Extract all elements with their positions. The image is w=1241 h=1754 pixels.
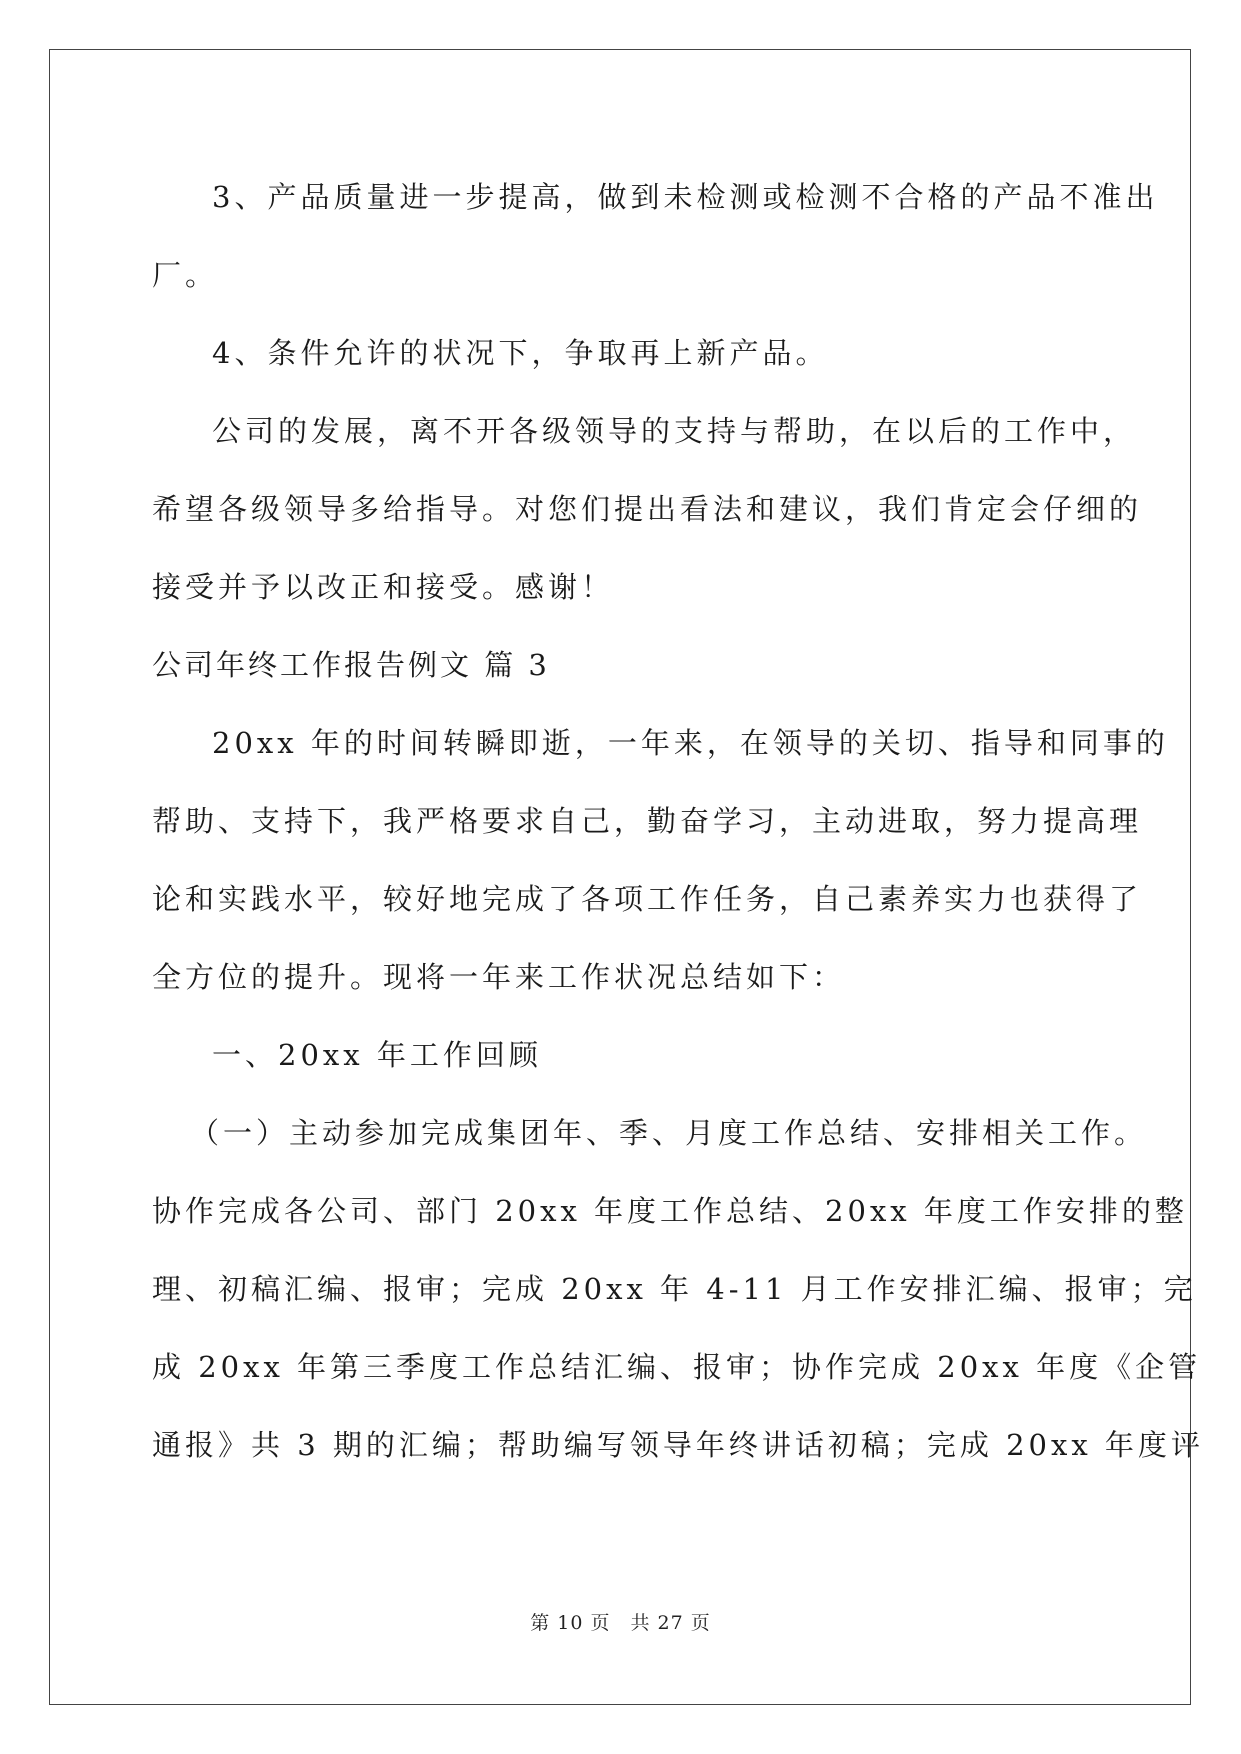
paragraph-line: 公司的发展，离不开各级领导的支持与帮助，在以后的工作中， <box>212 414 1137 448</box>
paragraph-line: 希望各级领导多给指导。对您们提出看法和建议，我们肯定会仔细的 <box>152 492 1143 526</box>
paragraph-line: 20xx 年的时间转瞬即逝，一年来，在领导的关切、指导和同事的 <box>212 726 1169 760</box>
paragraph-line: 帮助、支持下，我严格要求自己，勤奋学习，主动进取，努力提高理 <box>152 804 1143 838</box>
paragraph-line: 全方位的提升。现将一年来工作状况总结如下： <box>152 960 846 994</box>
paragraph-line: 论和实践水平，较好地完成了各项工作任务，自己素养实力也获得了 <box>152 882 1143 916</box>
paragraph-line: 成 20xx 年第三季度工作总结汇编、报审；协作完成 20xx 年度《企管 <box>152 1350 1202 1384</box>
paragraph-line: 3、产品质量进一步提高，做到未检测或检测不合格的产品不准出 <box>212 180 1159 214</box>
paragraph-line: 接受并予以改正和接受。感谢！ <box>152 570 615 604</box>
paragraph-line: （一）主动参加完成集团年、季、月度工作总结、安排相关工作。 <box>190 1116 1148 1150</box>
paragraph-line: 通报》共 3 期的汇编；帮助编写领导年终讲话初稿；完成 20xx 年度评 <box>152 1428 1204 1462</box>
paragraph-line: 4、条件允许的状况下，争取再上新产品。 <box>212 336 829 370</box>
paragraph-line: 协作完成各公司、部门 20xx 年度工作总结、20xx 年度工作安排的整 <box>152 1194 1188 1228</box>
paragraph-line: 理、初稿汇编、报审；完成 20xx 年 4-11 月工作安排汇编、报审；完 <box>152 1272 1197 1306</box>
subsection-heading: 一、20xx 年工作回顾 <box>212 1038 542 1072</box>
document-body <box>152 158 1204 1484</box>
page-number-footer: 第 10 页 共 27 页 <box>530 1612 711 1634</box>
section-heading: 公司年终工作报告例文 篇 3 <box>152 648 550 682</box>
paragraph-line: 厂。 <box>152 258 219 292</box>
